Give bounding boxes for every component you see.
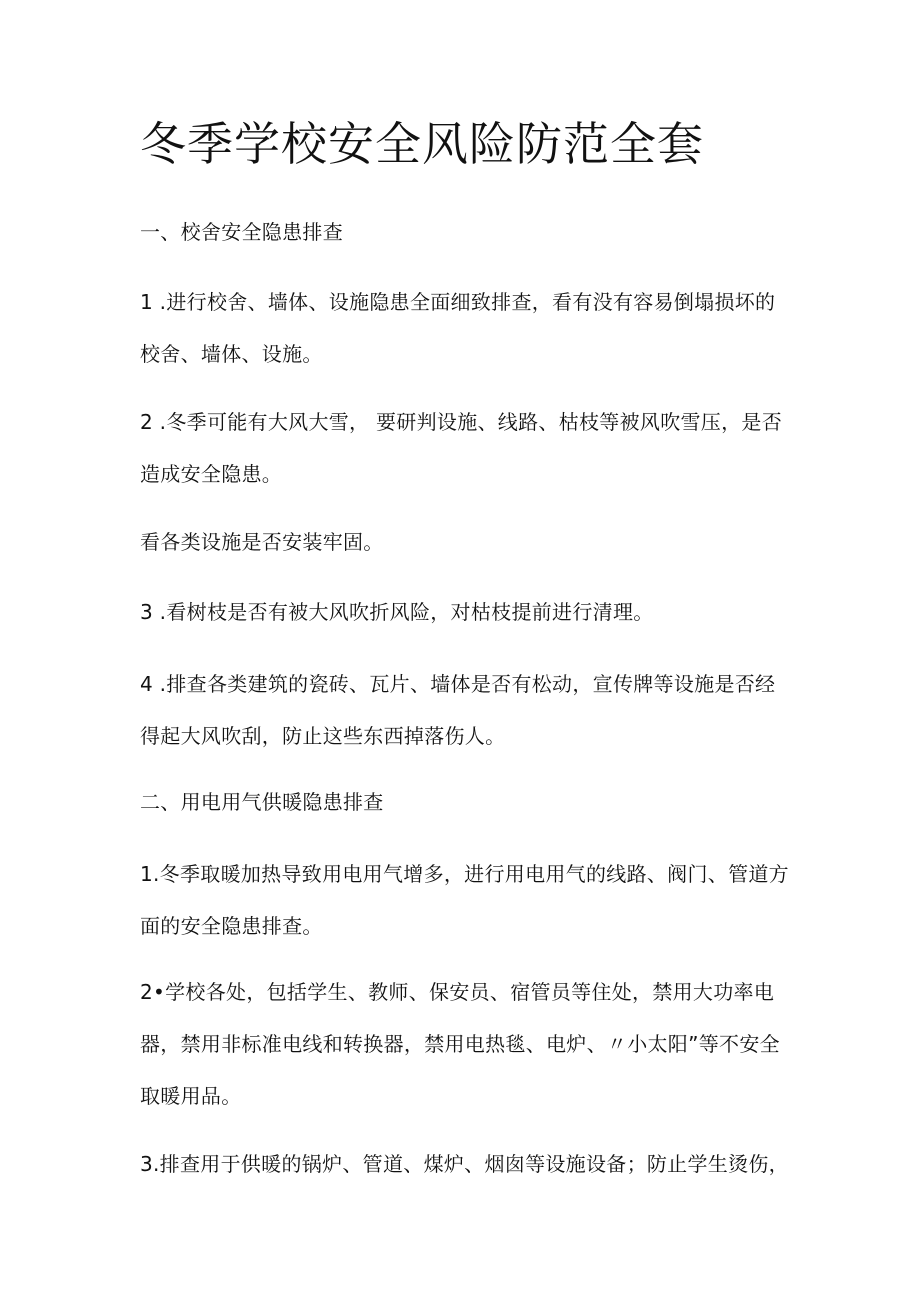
paragraph-item-4: 4 .排查各类建筑的瓷砖、瓦片、墙体是否有松动，宣传牌等设施是否经得起大风吹刮，防止这些东西掉落伤人。 — [140, 672, 776, 748]
paragraph-item-7: 3.排查用于供暖的锅炉、管道、煤炉、烟囱等设施设备；防止学生烫伤， — [140, 1152, 789, 1176]
paragraph-item-3: 3 .看树枝是否有被大风吹折风险，对枯枝提前进行清理。 — [140, 600, 654, 624]
paragraph-note: 看各类设施是否安装牢固。 — [140, 530, 384, 554]
paragraph-item-5: 1.冬季取暖加热导致用电用气增多，进行用电用气的线路、阀门、管道方面的安全隐患排查。 — [140, 862, 789, 938]
document-title: 冬季学校安全风险防范全套 — [140, 117, 704, 171]
paragraph-item-1: 1 .进行校舍、墙体、设施隐患全面细致排查，看有没有容易倒塌损坏的校舍、墙体、设施。 — [140, 290, 776, 366]
paragraph-item-2: 2 .冬季可能有大风大雪， 要研判设施、线路、枯枝等被风吹雪压，是否造成安全隐患。 — [140, 410, 782, 486]
section-heading-2: 二、用电用气供暖隐患排查 — [140, 790, 384, 814]
section-heading-1: 一、校舍安全隐患排查 — [140, 220, 343, 244]
paragraph-item-6: 2•学校各处，包括学生、教师、保安员、宿管员等住处，禁用大功率电器，禁用非标准电线和转换器，禁用电热毯、电炉、〃小太阳”等不安全取暖用品。 — [140, 980, 780, 1108]
